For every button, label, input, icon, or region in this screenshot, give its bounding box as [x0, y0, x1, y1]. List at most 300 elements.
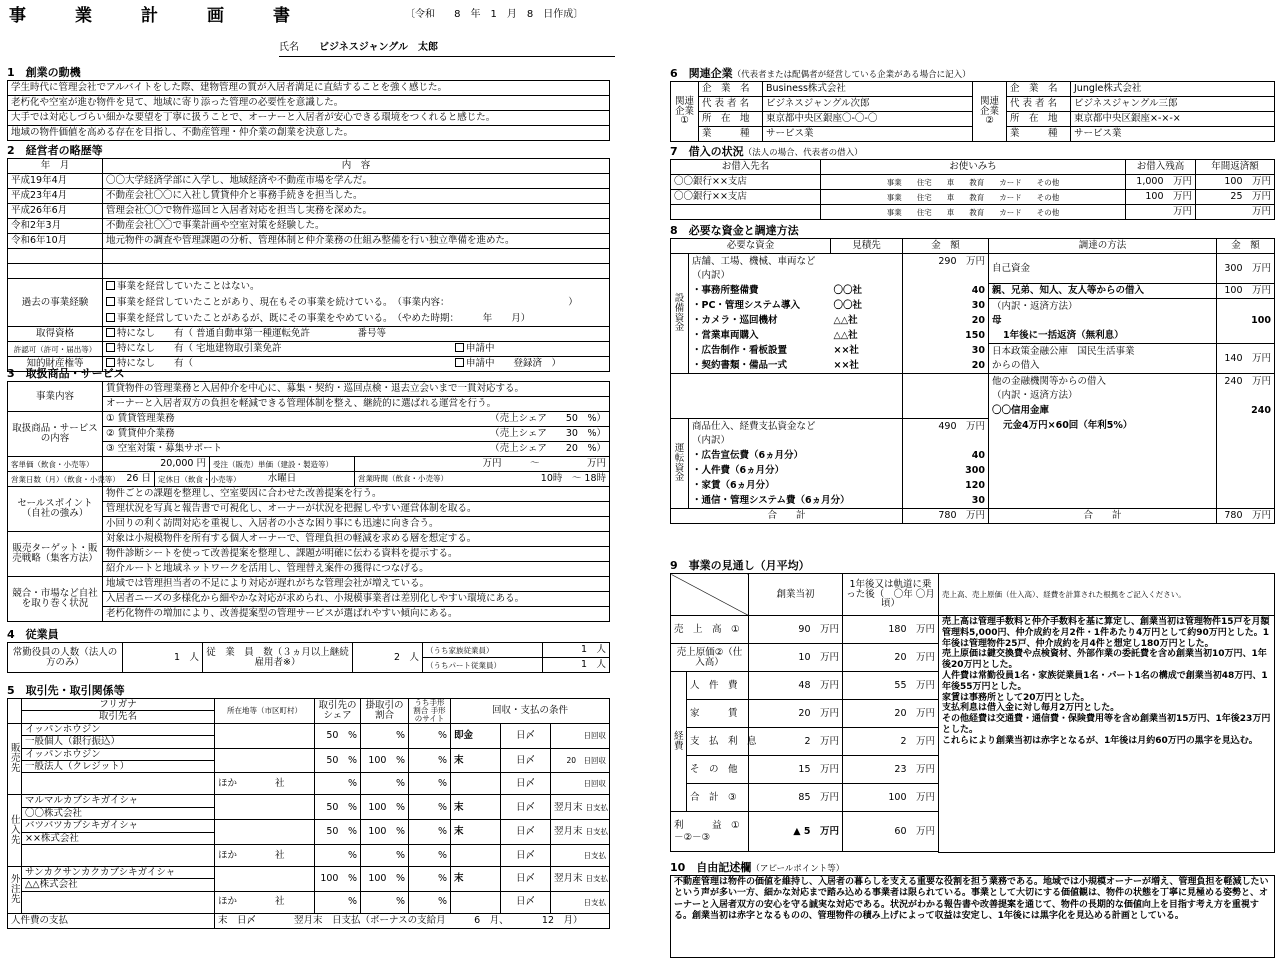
name-label: 氏名	[279, 42, 299, 53]
company1-label: 関連企業①	[671, 82, 699, 142]
business-label: 事業内容	[8, 382, 103, 412]
career-content: 〇〇大学経済学部に入学し、地域経済や不動産市場を学んだ。	[103, 174, 610, 189]
loan-balance: 1,000 万円	[1126, 175, 1196, 190]
company-rep-key: 代 表 者 名	[1007, 97, 1071, 112]
checkbox[interactable]	[106, 281, 115, 290]
competition-label: 競合・市場など自社を取り巻く状況	[8, 577, 103, 622]
products-label: 取扱商品・サービスの内容	[8, 412, 103, 457]
partner-credit: 100 %	[361, 820, 409, 845]
creation-date: 〔令和 8 年 1 月 8 日作成〕	[405, 9, 584, 20]
outlook-after: 20 万円	[843, 700, 939, 728]
col-amount: 金 額	[903, 239, 989, 254]
loan-lender	[671, 205, 821, 220]
unit-price-value: 20,000 円	[103, 457, 210, 472]
unit-price-label: 客単価（飲食・小売等）	[8, 457, 103, 472]
outlook-after: 2 万円	[843, 728, 939, 756]
career-date: 令和6年10月	[8, 234, 103, 249]
partner-pay-month: 翌月末	[554, 873, 583, 885]
partner-kana: バツバツカブシキガイシャ	[22, 820, 215, 832]
other-loan-amount: 240 万円	[1217, 374, 1275, 389]
jfc-loan-label: 日本政策金融公庫 国民生活事業	[989, 344, 1217, 359]
career-content: 不動産会社〇〇で事業計画や空室対策を経験した。	[103, 219, 610, 234]
career-content	[103, 249, 610, 264]
outlook-label: 支 払 利 息	[687, 728, 749, 756]
need-total-label: 合 計	[671, 509, 903, 524]
career-date: 令和2年3月	[8, 219, 103, 234]
parttime-label: （うちパート従業員）	[423, 658, 543, 673]
col-lender: お借入先名	[671, 160, 821, 175]
equipment-item: ・広告制作・看板設置	[689, 344, 831, 359]
other-count: ほか 社	[215, 844, 315, 866]
loan-lender: 〇〇銀行××支店	[671, 175, 821, 190]
equipment-vendor: △△社	[833, 315, 858, 327]
outlook-after: 100 万円	[843, 784, 939, 812]
partner-cutoff: 日〆	[501, 844, 551, 866]
license-value: 特になし 有（ 宅地建物取引業免許	[117, 343, 282, 355]
section-heading: 4 従業員	[7, 628, 59, 641]
col-after: 1年後又は軌道に乗った後（ 〇年 〇月頃）	[843, 574, 939, 616]
product-share: （売上シェア 20 %）	[490, 443, 606, 455]
section-note: （法人の場合、代表者の借入）	[743, 148, 863, 158]
partner-name: △△株式会社	[22, 879, 215, 891]
equipment-vendor: 〇〇社	[833, 300, 863, 312]
working-capital-desc: 商品仕入、経費支払資金など	[689, 419, 903, 434]
checkbox[interactable]	[106, 358, 115, 367]
officers-value: 1 人	[123, 643, 203, 673]
col-balance: お借入残高	[1126, 160, 1196, 175]
payroll-value: 末 日〆 翌月末 日支払（ボーナスの支給月 6 月、 12 月）	[215, 913, 610, 928]
need-total: 780 万円	[903, 509, 989, 524]
checkbox[interactable]	[106, 343, 115, 352]
col-share: 取引先のシェア	[315, 699, 361, 724]
other-loan-note: （内訳・返済方法）	[989, 389, 1217, 404]
outlook-label: 合 計 ③	[687, 784, 749, 812]
outlook-label: そ の 他	[687, 756, 749, 784]
col-method: 調達の方法	[989, 239, 1217, 254]
fund-total-label: 合 計	[989, 509, 1217, 524]
col-kana: フリガナ	[22, 699, 215, 711]
competition-line: 地域では管理担当者の不足により対応が遅れがちな管理会社が増えている。	[103, 577, 610, 592]
business-line: オーナーと入居者双方の負担を軽減できる管理体制を整え、継続的に選ばれる運営を行う。	[103, 397, 610, 412]
motivation-line: 地域の物件価値を高める存在を目指し、不動産管理・仲介業の創業を決意した。	[8, 126, 610, 141]
section-heading: 5 取引先・取引関係等	[7, 684, 125, 697]
supplier-label: 仕入先	[8, 795, 22, 867]
own-funds-amount: 300 万円	[1217, 254, 1275, 284]
company2-location: 東京都中央区銀座×-×-×	[1071, 112, 1275, 127]
partner-credit: %	[361, 844, 409, 866]
col-bill: うち手形割合 手形のサイト	[409, 699, 451, 724]
checkbox[interactable]	[455, 343, 464, 352]
equipment-vendor: ××社	[833, 345, 859, 357]
equipment-item: ・契約書類・備品一式	[689, 359, 831, 374]
section-outlook	[670, 559, 1275, 853]
col-estimate: 見積先	[831, 239, 903, 254]
equipment-vendor: △△社	[833, 330, 858, 342]
target-label: 販売ターゲット・販売戦略（集客方法）	[8, 532, 103, 577]
career-table	[7, 158, 610, 372]
partner-cutoff: 日〆	[501, 795, 551, 820]
name-value: ビジネスジャングル 太郎	[319, 42, 438, 53]
partner-credit: 100 %	[361, 748, 409, 773]
loan-repayment: 万円	[1196, 205, 1275, 220]
partner-pay-month: 翌月末	[554, 826, 583, 838]
col-start: 創業当初	[749, 574, 843, 616]
partner-bill: %	[409, 820, 451, 845]
company1-location: 東京都中央区銀座〇-〇-〇	[763, 112, 973, 127]
working-item: ・人件費（6ヵ月分）	[689, 464, 903, 479]
section-note: （代表者または配偶者が経営している企業がある場合に記入）	[732, 70, 971, 80]
other-loan-label: 他の金融機関等からの借入	[989, 374, 1217, 389]
working-capital-total: 490 万円	[903, 419, 989, 434]
mother-loan-label: 母	[989, 314, 1217, 329]
company-industry-key: 業 種	[1007, 127, 1071, 142]
career-date: 平成26年6月	[8, 204, 103, 219]
bank-loan-amount: 240	[1217, 404, 1275, 419]
product-name: 空室対策・募集サポート	[117, 443, 223, 455]
company1-rep: ビジネスジャングル次郎	[763, 97, 973, 112]
equipment-amount: 40	[903, 284, 989, 299]
company-name-key: 企 業 名	[1007, 82, 1071, 97]
sales-label: 販売先	[8, 723, 22, 795]
employees-table	[7, 642, 610, 673]
col-amount2: 金 額	[1217, 239, 1275, 254]
working-item: ・家賃（6ヵ月分）	[689, 479, 903, 494]
partner-pay: 日支払	[585, 827, 609, 837]
partner-bill: %	[409, 748, 451, 773]
partner-close: 末	[451, 748, 501, 773]
partner-bill: %	[409, 795, 451, 820]
product-share: （売上シェア 50 %）	[490, 413, 606, 425]
section-heading: 9 事業の見通し（月平均）	[670, 559, 810, 572]
section-heading: 6 関連企業	[670, 67, 733, 80]
loans-table	[670, 159, 1275, 220]
mother-loan-amount: 100	[1217, 314, 1275, 329]
hours-value: 10時 ～ 18時	[540, 473, 606, 485]
partner-share: 50 %	[315, 795, 361, 820]
experience-option: 事業を経営していたことがあり、現在もその事業を続けている。 （事業内容： ）	[117, 296, 578, 308]
outlook-after: 55 万円	[843, 672, 939, 700]
partner-collect: 20 日回収	[551, 748, 610, 773]
experience-label: 過去の事業経験	[8, 279, 103, 327]
working-capital-label: 運転資金	[671, 419, 689, 509]
outlook-label: 人 件 費	[687, 672, 749, 700]
outlook-start: 10 万円	[749, 644, 843, 672]
competition-line: 老朽化物件の増加により、改善提案型の管理サービスが選ばれやすい傾向にある。	[103, 607, 610, 622]
days-value: 26 日	[103, 472, 155, 487]
qualification-value: 特になし 有（ 普通自動車第一種運転免許 番号等	[117, 328, 387, 340]
loan-balance: 万円	[1126, 205, 1196, 220]
business-line: 賃貸物件の管理業務と入居仲介を中心に、募集・契約・巡回点検・退去立会いまで一貫対応する。	[103, 382, 610, 397]
col-repayment: 年間返済額	[1196, 160, 1275, 175]
checkbox[interactable]	[106, 328, 115, 337]
outlook-after: 23 万円	[843, 756, 939, 784]
employees-value: 2 人	[353, 643, 423, 673]
company1-name: Business株式会社	[763, 82, 973, 97]
partner-kana: サンカクサンカクカブシキガイシャ	[22, 866, 215, 878]
section-heading: 2 経営者の略歴等	[7, 144, 103, 157]
partner-share: %	[315, 844, 361, 866]
product-name: 賃貸仲介業務	[117, 428, 175, 440]
breakdown-label: （内訳）	[689, 434, 903, 449]
section-loans	[670, 145, 1275, 220]
bank-loan-desc: 元金4万円×60回（年利5%）	[989, 419, 1217, 434]
col-basis: 売上高、売上原価（仕入高）、経費を計算された根拠をご記入ください。	[939, 574, 1275, 616]
section-career	[7, 144, 610, 372]
col-need: 必要な資金	[671, 239, 831, 254]
section-free-text	[670, 861, 1275, 958]
partner-credit: 100 %	[361, 866, 409, 891]
officers-label: 常勤役員の人数（法人の方のみ）	[8, 643, 123, 673]
partner-share: 50 %	[315, 748, 361, 773]
career-date: 平成19年4月	[8, 174, 103, 189]
career-content: 不動産会社〇〇に入社し賃貸仲介と事務手続きを担当した。	[103, 189, 610, 204]
section-note: （アピールポイント等）	[751, 864, 845, 874]
partner-cutoff: 日〆	[501, 866, 551, 891]
section-funding	[670, 224, 1275, 524]
own-funds-label: 自己資金	[989, 254, 1217, 284]
company-loc-key: 所 在 地	[1007, 112, 1071, 127]
equipment-amount: 30	[903, 299, 989, 314]
order-price-value: 万円 ～ 万円	[355, 457, 610, 472]
partner-close: 末	[451, 866, 501, 891]
company2-industry: サービス業	[1071, 127, 1275, 142]
payroll-label: 人件費の支払	[8, 913, 215, 928]
motivation-line: 老朽化や空室が進む物件を見て、地域に寄り添った管理の必要性を意識した。	[8, 96, 610, 111]
outlook-after: 60 万円	[843, 812, 939, 852]
selling-point-line: 物件ごとの課題を整理し、空室要因に合わせた改善提案を行う。	[103, 487, 610, 502]
other-count: ほか 社	[215, 773, 315, 795]
col-date: 年 月	[8, 159, 103, 174]
company1-industry: サービス業	[763, 127, 973, 142]
outlook-table	[670, 573, 1275, 853]
company2-name: Jungle株式会社	[1071, 82, 1275, 97]
loan-use-options: 事業 住宅 車 教育 カード その他	[821, 205, 1126, 220]
company-rep-key: 代 表 者 名	[699, 97, 763, 112]
partner-credit: 100 %	[361, 795, 409, 820]
partner-pay: 日支払	[585, 874, 609, 884]
partner-cutoff: 日〆	[501, 820, 551, 845]
equipment-item: ・事務所整備費	[689, 284, 831, 299]
col-location: 所在地等（市区町村）	[215, 699, 315, 724]
company-industry-key: 業 種	[699, 127, 763, 142]
product-name: 賃貸管理業務	[117, 413, 175, 425]
partner-bill: %	[409, 891, 451, 913]
partner-name: 一般個人（銀行振込）	[22, 736, 215, 748]
jfc-loan-label2: からの借入	[989, 359, 1217, 374]
employees-label: 従 業 員 数（３ヵ月以上継続雇用者※）	[203, 643, 353, 673]
partner-bill: %	[409, 723, 451, 748]
equipment-amount: 20	[903, 314, 989, 329]
partner-cutoff: 日〆	[501, 891, 551, 913]
col-name: 取引先名	[22, 711, 215, 723]
career-date: 平成23年4月	[8, 189, 103, 204]
outlook-after: 180 万円	[843, 616, 939, 644]
working-amount: 40	[903, 449, 989, 464]
partner-share: %	[315, 891, 361, 913]
loan-lender: 〇〇銀行××支店	[671, 190, 821, 205]
outlook-start: 85 万円	[749, 784, 843, 812]
equipment-vendor: 〇〇社	[833, 285, 863, 297]
section-heading: 3 取扱商品・サービス	[7, 367, 125, 380]
equipment-amount: 20	[903, 359, 989, 374]
free-text-table	[670, 875, 1275, 958]
company2-label: 関連企業②	[973, 82, 1007, 142]
checkbox[interactable]	[455, 358, 464, 367]
partner-kana: イッパンホウジン	[22, 748, 215, 760]
bank-loan-label: 〇〇信用金庫	[989, 404, 1217, 419]
loan-balance: 100 万円	[1126, 190, 1196, 205]
outlook-label: 売 上 高 ①	[671, 616, 749, 644]
col-credit: 掛取引の割合	[361, 699, 409, 724]
equipment-label: 設備資金	[671, 254, 689, 374]
ip-value: 特になし 有（	[117, 358, 194, 370]
section-partners	[7, 684, 610, 929]
section-motivation	[7, 66, 610, 141]
motivation-table	[7, 80, 610, 141]
loan-use-options: 事業 住宅 車 教育 カード その他	[821, 175, 1126, 190]
license-status: 申請中	[466, 343, 495, 355]
partner-cutoff: 日〆	[501, 773, 551, 795]
partner-bill: %	[409, 844, 451, 866]
section-heading: 10 自由記述欄	[670, 861, 752, 874]
working-item: ・広告宣伝費（6ヵ月分）	[689, 449, 903, 464]
partner-credit: %	[361, 891, 409, 913]
section-employees	[7, 628, 610, 673]
outlook-start: ▲ 5 万円	[749, 812, 843, 852]
partner-collect: 日回収	[551, 723, 610, 748]
loan-repayment: 100 万円	[1196, 175, 1275, 190]
document-title: 事 業 計 画 書	[9, 6, 306, 26]
partner-kana: イッパンホウジン	[22, 723, 215, 735]
equipment-vendor: ××社	[833, 360, 859, 372]
col-conditions: 回収・支払の条件	[451, 699, 610, 724]
outlook-start: 20 万円	[749, 700, 843, 728]
career-content: 管理会社〇〇で物件巡回と入居者対応を担当し実務を深めた。	[103, 204, 610, 219]
applicant-name	[279, 42, 615, 57]
partner-share: %	[315, 773, 361, 795]
products-table	[7, 381, 610, 622]
equipment-desc: 店舗、工場、機械、車両など	[689, 254, 903, 269]
ip-label: 知的財産権等	[8, 357, 103, 372]
company-loc-key: 所 在 地	[699, 112, 763, 127]
outlook-after: 20 万円	[843, 644, 939, 672]
qualification-label: 取得資格	[8, 327, 103, 342]
order-price-label: 受注（販売）単価（建設・製造等）	[210, 457, 355, 472]
partner-share: 50 %	[315, 723, 361, 748]
outlook-label: 売上原価②（仕入高）	[671, 644, 749, 672]
selling-point-line: 管理状況を写真と報告書で可視化し、オーナーが状況を把握しやすい運営体制を取る。	[103, 502, 610, 517]
hours-label: 営業時間（飲食・小売等）	[358, 474, 448, 484]
selling-point-line: 小回りの利く訪問対応を重視し、入居者の小さな困り事にも迅速に向き合う。	[103, 517, 610, 532]
partner-pay: 日支払	[585, 802, 609, 812]
partner-pay: 日支払	[551, 844, 610, 866]
license-label: 許認可（許可・届出等）	[8, 342, 103, 357]
expenses-label: 経費	[671, 672, 687, 812]
loan-use-options: 事業 住宅 車 教育 カード その他	[821, 190, 1126, 205]
product-share: （売上シェア 30 %）	[490, 428, 606, 440]
equipment-amount: 30	[903, 344, 989, 359]
family-label: （うち家族従業員）	[423, 643, 543, 658]
partner-share: 50 %	[315, 820, 361, 845]
partner-collect: 日回収	[551, 773, 610, 795]
holiday-label: 定休日（飲食・小売等）	[155, 472, 210, 487]
career-content: 地元物件の調査や管理課題の分析、管理体制と仲介業務の仕組み整備を行い独立準備を進めた。	[103, 234, 610, 249]
loan-repayment: 25 万円	[1196, 190, 1275, 205]
family-loan-label: 親、兄弟、知人、友人等からの借入	[989, 284, 1217, 299]
mother-loan-desc: 1年後に一括返済（無利息）	[989, 329, 1217, 344]
related-companies-table	[670, 81, 1275, 142]
working-item: ・通信・管理システム費（6ヵ月分）	[689, 494, 903, 509]
working-amount: 120	[903, 479, 989, 494]
target-line: 対象は小規模物件を所有する個人オーナーで、管理負担の軽減を求める層を想定する。	[103, 532, 610, 547]
target-line: 物件診断シートを使って改善提案を整理し、課題が明確に伝わる資料を提示する。	[103, 547, 610, 562]
days-label: 営業日数（月）（飲食・小売等）	[8, 472, 103, 487]
experience-option: 事業を経営していたことはない。	[117, 281, 260, 293]
other-count: ほか 社	[215, 891, 315, 913]
partner-bill: %	[409, 866, 451, 891]
section-related-companies	[670, 67, 1275, 142]
product-number: ③	[106, 443, 115, 455]
motivation-line: 学生時代に管理会社でアルバイトをした際、建物管理の質が入居者満足に直結することを強く感じた。	[8, 81, 610, 96]
holiday-value: 水曜日	[210, 472, 355, 487]
outlook-label: 利 益 ①－②－③	[671, 812, 749, 852]
career-date	[8, 249, 103, 264]
family-value: 1 人	[543, 643, 610, 658]
competition-line: 入居者ニーズの多様化から細やかな対応が求められ、小規模事業者は差別化しやすい環境にある。	[103, 592, 610, 607]
col-content: 内 容	[103, 159, 610, 174]
parttime-value: 1 人	[543, 658, 610, 673]
family-loan-note: （内訳・返済方法）	[989, 299, 1217, 314]
outlook-start: 48 万円	[749, 672, 843, 700]
breakdown-label: （内訳）	[689, 269, 903, 284]
outlook-start: 2 万円	[749, 728, 843, 756]
checkbox[interactable]	[106, 297, 115, 306]
section-heading: 7 借入の状況	[670, 145, 744, 158]
product-number: ①	[106, 413, 115, 425]
funding-table	[670, 238, 1275, 524]
partner-cutoff: 日〆	[501, 748, 551, 773]
outlook-start: 90 万円	[749, 616, 843, 644]
partner-share: 100 %	[315, 866, 361, 891]
partner-bill: %	[409, 773, 451, 795]
partner-pay: 日支払	[551, 891, 610, 913]
outlook-basis: 売上高は管理手数料と仲介手数料を基に算定し、創業当初は管理物件15戸を月額管理料5,000円、仲介成約を月2件・1件あたり4万円として約90万円とした。1年後は管理物件25戸、仲介成約を月4件と想定し180万円とした。 売上原価は鍵交換費や点検資材、外部作業の委託費を含め創業当初10万円、1年後20万円とした。 人件費は常勤役員1名・家族従業員1名・パート1名の構成で創業当初48万円、1年後55万円とした。 家賃は事務所として20万円とした。 支払利息は借入金に対し毎月2万円とした。 その他経費は交通費・通信費・保険費用等を含め創業当初15万円、1年後23万円とした。 これらにより創業当初は赤字となるが、1年後は月約60万円の黒字を見込む。	[939, 616, 1275, 853]
section-heading: 8 必要な資金と調達方法	[670, 224, 799, 237]
ip-status: 申請中 登録済 ）	[466, 358, 562, 370]
partner-credit: %	[361, 773, 409, 795]
partners-table	[7, 698, 610, 929]
diagonal-cell	[671, 574, 749, 616]
partner-name: 〇〇株式会社	[22, 807, 215, 819]
equipment-total: 290 万円	[903, 254, 989, 269]
partner-close: 末	[451, 795, 501, 820]
jfc-loan-amount: 140 万円	[1217, 344, 1275, 374]
equipment-item: ・営業車両購入	[689, 329, 831, 344]
free-text: 不動産管理は物件の価値を維持し、入居者の暮らしを支える重要な役割を担う業務である。地域では小規模オーナーが増え、管理負担を軽減したいという声が多い一方、細かな対応まで踏み込める事業者は限られている。事業として大切にする価値観は、物件の状態を丁寧に見極める姿勢と、オーナーと入居者双方の安心を守る誠実な対応である。状況がわかる報告書や改善提案を通じて、物件の長期的な価値向上を目指す考え方を重視する。創業当初は赤字となるものの、管理物件の積み上げによって収益は安定し、1年後には黒字化を見込める計画としている。	[671, 876, 1275, 958]
partner-kana: マルマルカブシキガイシャ	[22, 795, 215, 807]
checkbox[interactable]	[106, 313, 115, 322]
partner-close: 即金	[451, 723, 501, 748]
partner-credit: %	[361, 723, 409, 748]
outlook-start: 15 万円	[749, 756, 843, 784]
partner-close: 末	[451, 820, 501, 845]
outlook-label: 家 賃	[687, 700, 749, 728]
section-products	[7, 367, 610, 622]
equipment-amount: 150	[903, 329, 989, 344]
outsource-label: 外注先	[8, 866, 22, 913]
partner-cutoff: 日〆	[501, 723, 551, 748]
section-heading: 1 創業の動機	[7, 66, 81, 79]
